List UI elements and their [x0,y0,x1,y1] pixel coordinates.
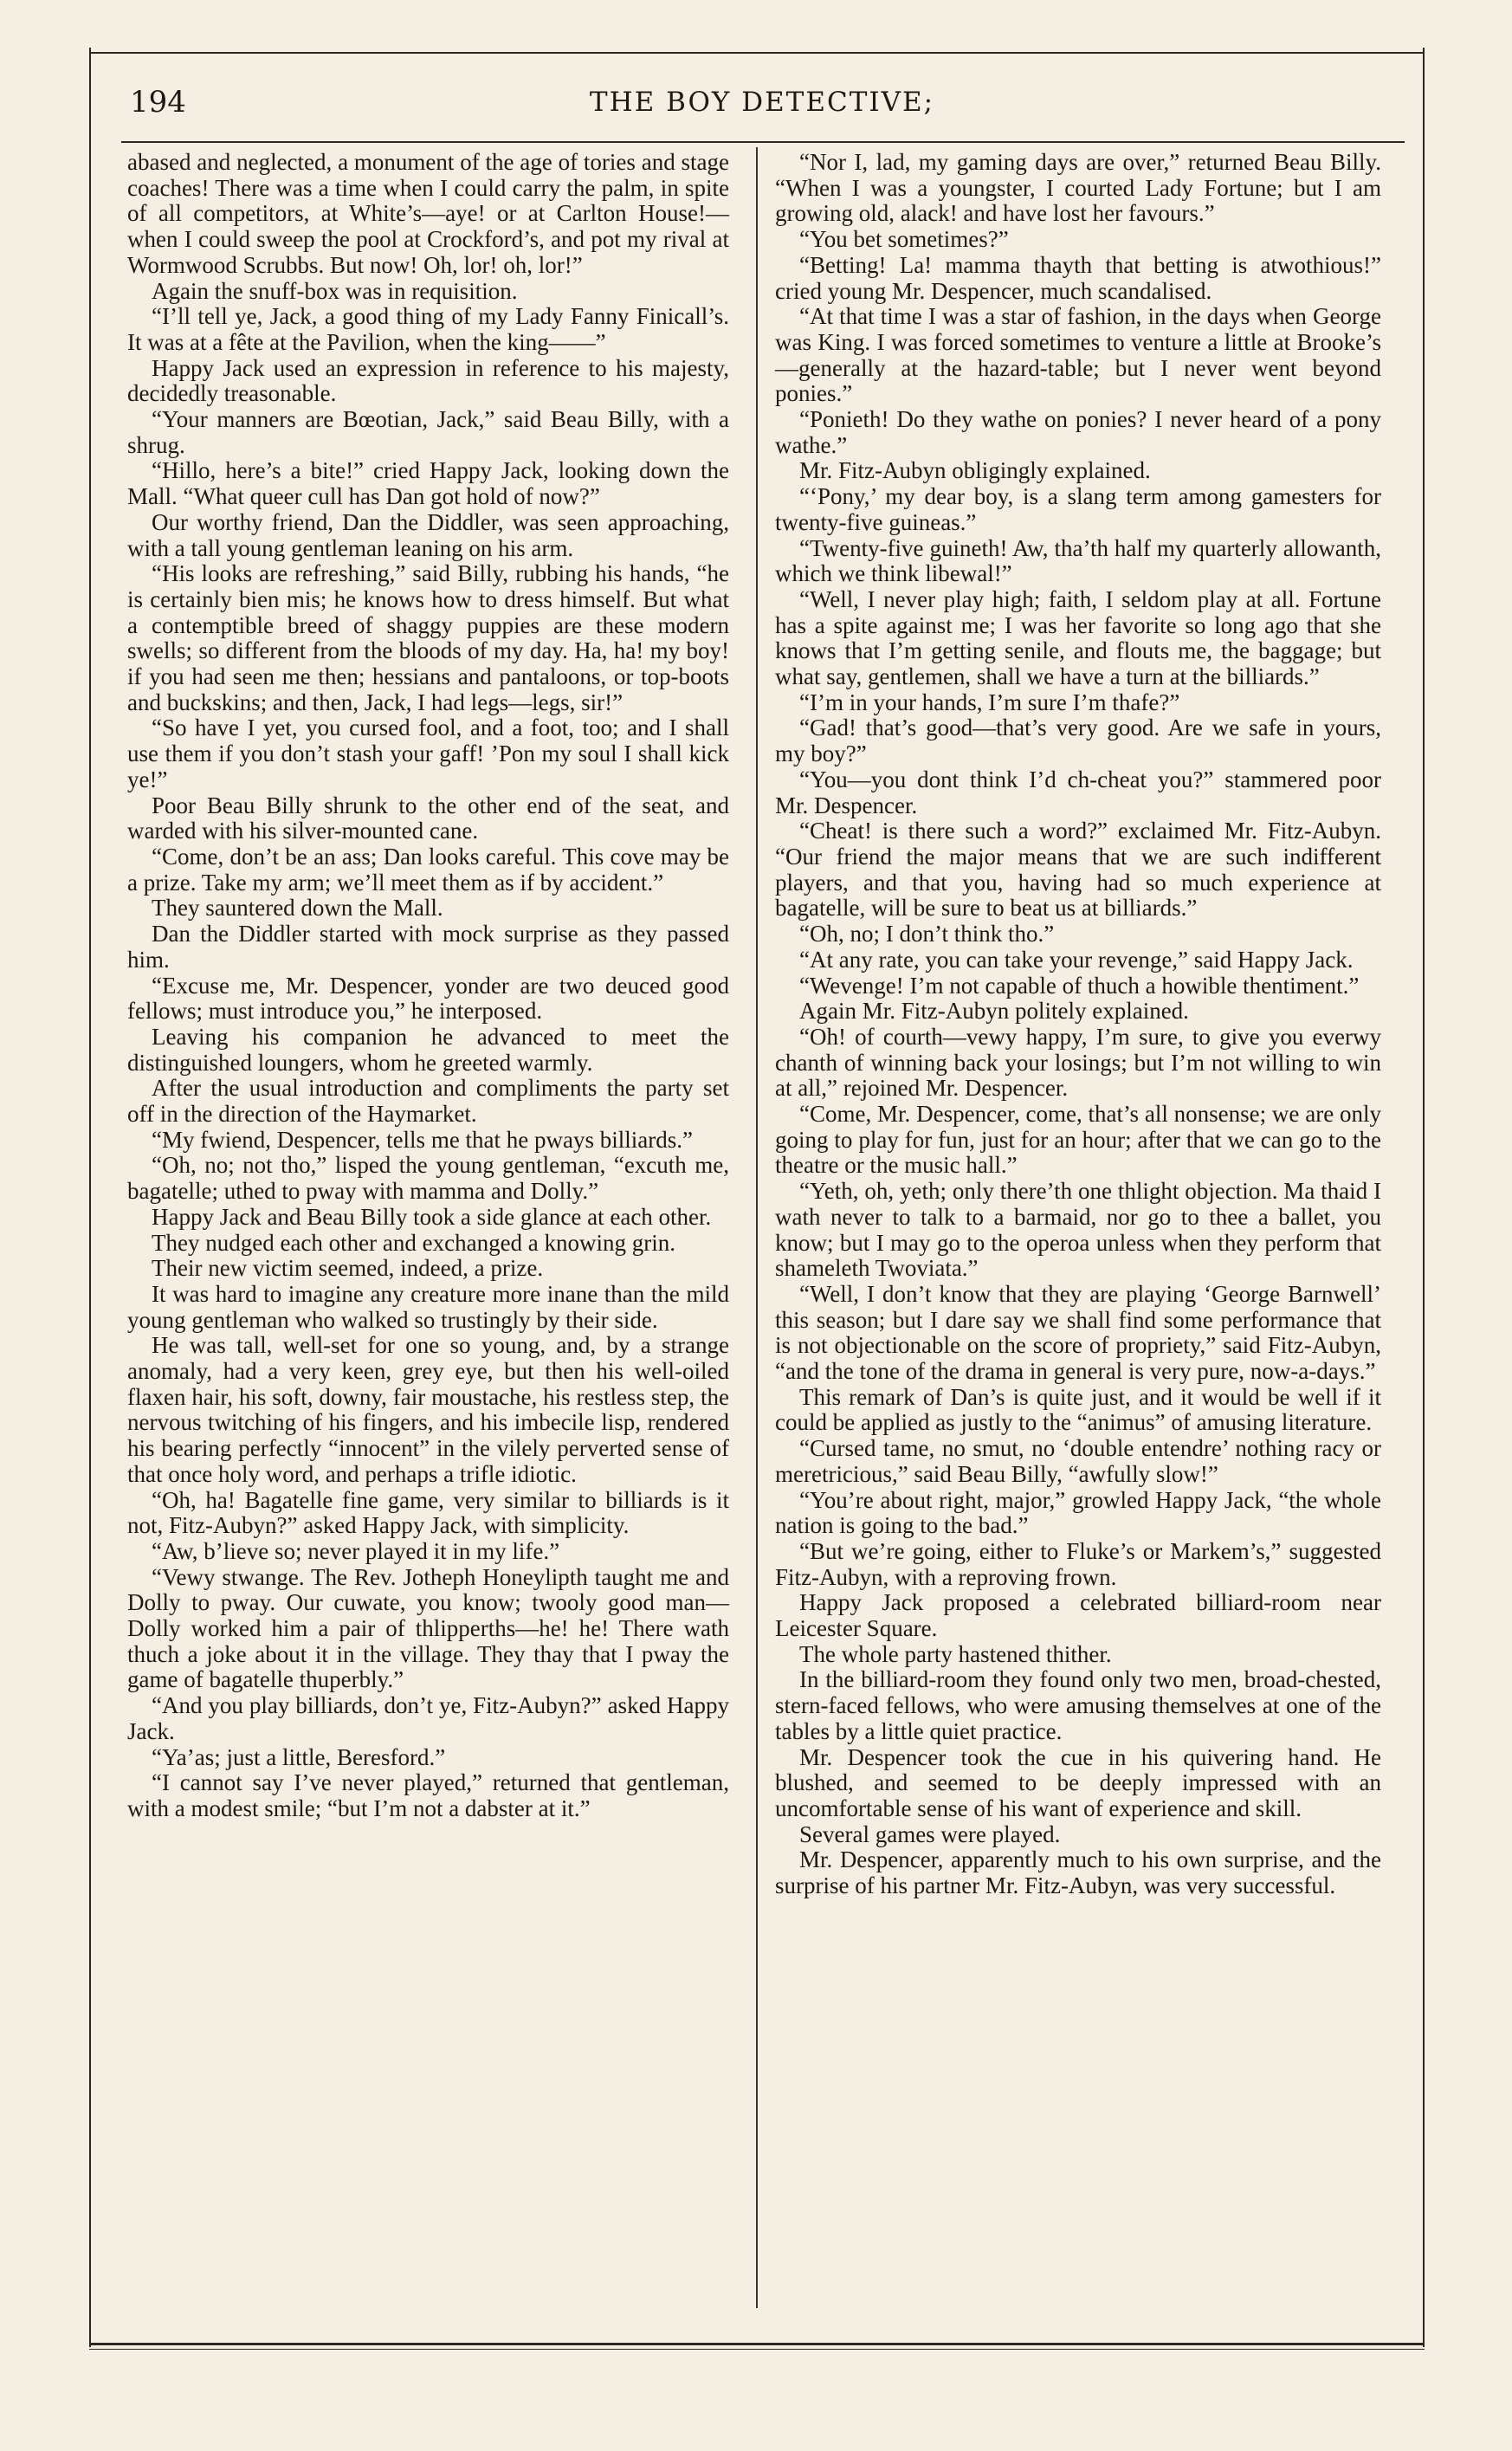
bottom-rule [89,2343,1425,2345]
paragraph: He was tall, well-set for one so young, and, by a strange anomaly, had a very keen, grey eye, but then his well-oiled flaxen hair, his soft, downy, fair moustache, his restless step, the nervous twitching of his fingers, and his imbecile lisp, rendered his bearing perfectly “innocent” in the vilely perverted sense of that once holy word, and perhaps a trifle idiotic. [127,1332,729,1487]
paragraph: In the billiard-room they found only two men, broad-chested, stern-faced fellows, who were amusing themselves at one of the tables by a little quiet practice. [775,1666,1381,1744]
paragraph: “Yeth, oh, yeth; only there’th one thlight objection. Ma thaid I wath never to talk to a barmaid, nor go to thee a ballet, you know; but I may go to the operoa unless when they perform that shameleth Twoviata.” [775,1178,1381,1282]
paragraph: Mr. Despencer, apparently much to his own surprise, and the surprise of his partner Mr. Fitz-Aubyn, was very successful. [775,1846,1381,1899]
bottom-rule-thin [89,2349,1425,2350]
paragraph: “Hillo, here’s a bite!” cried Happy Jack, looking down the Mall. “What queer cull has Dan got hold of now?” [127,457,729,510]
page-border-left [89,48,91,2347]
paragraph: This remark of Dan’s is quite just, and it would be well if it could be applied as justly to the “animus” of amusing literature. [775,1383,1381,1436]
paragraph: “I cannot say I’ve never played,” returned that gentleman, with a modest smile; “but I’m not a dabster at it.” [127,1769,729,1821]
paragraph: “My fwiend, Despencer, tells me that he pways billiards.” [152,1126,693,1153]
paragraph: “So have I yet, you cursed fool, and a foot, too; and I shall use them if you don’t stash your gaff! ’Pon my soul I shall kick ye!” [127,715,729,792]
paragraph: Mr. Despencer took the cue in his quivering hand. He blushed, and seemed to be deeply impressed with an uncomfortable sense of his want of experience and skill. [775,1743,1381,1821]
paragraph: “Your manners are Bœotian, Jack,” said Beau Billy, with a shrug. [127,406,729,458]
paragraph: Happy Jack used an expression in reference to his majesty, decidedly treasonable. [127,354,729,407]
paragraph: After the usual introduction and compliments the party set off in the direction of the Haymarket. [127,1075,729,1128]
paragraph: “And you play billiards, don’t ye, Fitz-Aubyn?” asked Happy Jack. [127,1692,729,1744]
page-border-right [1423,48,1425,2347]
paragraph: “At that time I was a star of fashion, in the days when George was King. I was forced sometimes to venture a little at Brooke’s—generally at the hazard-table; but I never went beyond ponies.” [775,303,1381,407]
paragraph: “Vewy stwange. The Rev. Jotheph Honeylipth taught me and Dolly to pway. Our cuwate, you know; twooly good man—Dolly worked him a pair of thlipperths—he! he! There wath thuch a joke about it in the village. They thay that I pway the game of bagatelle thuperbly.” [127,1563,729,1693]
paragraph: Dan the Diddler started with mock surprise as they passed him. [127,921,729,973]
running-title: THE BOY DETECTIVE; [589,87,935,118]
paragraph: “You’re about right, major,” growled Happy Jack, “the whole nation is going to the bad.” [775,1486,1381,1539]
paragraph: Our worthy friend, Dan the Diddler, was seen approaching, with a tall young gentleman leaning on his arm. [127,508,729,561]
paragraph: “Nor I, lad, my gaming days are over,” returned Beau Billy. “When I was a youngster, I courted Lady Fortune; but I am growing old, alack! and have lost her favours.” [775,149,1381,227]
paragraph: “I’m in your hands, I’m sure I’m thafe?” [799,689,1180,715]
column-divider [756,147,758,2308]
paragraph: “‘Pony,’ my dear boy, is a slang term among gamesters for twenty-five guineas.” [775,483,1381,535]
paragraph: “Gad! that’s good—that’s very good. Are we safe in yours, my boy?” [775,715,1381,767]
paragraph: “At any rate, you can take your revenge,” said Happy Jack. [799,946,1354,973]
paragraph: “You—you dont think I’d ch-cheat you?” stammered poor Mr. Despencer. [775,766,1381,818]
paragraph: “Excuse me, Mr. Despencer, yonder are two deuced good fellows; must introduce you,” he interposed. [127,972,729,1025]
paragraph: The whole party hastened thither. [799,1640,1112,1667]
paragraph: abased and neglected, a monument of the age of tories and stage coaches! There was a time when I could carry the palm, in spite of all competitors, at White’s—aye! or at Carlton House!—when I could sweep the pool at Crockford’s, and pot my rival at Wormwood Scrubbs. But now! Oh, lor! oh, lor!” [127,149,729,278]
right-column [775,150,1381,1899]
paragraph: “But we’re going, either to Fluke’s or Markem’s,” suggested Fitz-Aubyn, with a reproving frown. [775,1537,1381,1590]
paragraph: “You bet sometimes?” [799,226,1009,253]
paragraph: Again the snuff-box was in requisition. [152,277,518,304]
paragraph: “Betting! La! mamma thayth that betting is atwothious!” cried young Mr. Despencer, much scandalised. [775,251,1381,304]
paragraph: “Aw, b’lieve so; never played it in my life.” [152,1537,560,1564]
paragraph: Poor Beau Billy shrunk to the other end of the seat, and warded with his silver-mounted cane. [127,792,729,844]
page-number: 194 [130,85,186,120]
left-column [127,150,729,1822]
paragraph: “Come, Mr. Despencer, come, that’s all nonsense; we are only going to play for fun, just for an hour; after that we can go to the theatre or the music hall.” [775,1101,1381,1179]
paragraph: “Ponieth! Do they wathe on ponies? I never heard of a pony wathe.” [775,406,1381,458]
paragraph: “Oh, no; I don’t think tho.” [799,921,1055,947]
paragraph: “Ya’as; just a little, Beresford.” [152,1743,446,1770]
paragraph: Happy Jack and Beau Billy took a side glance at each other. [152,1203,712,1230]
paragraph: “His looks are refreshing,” said Billy, rubbing his hands, “he is certainly bien mis; he knows how to dress himself. But what a contemptible breed of shaggy puppies are these modern swells; so different from the bloods of my day. Ha, ha! my boy! if you had seen me then; hessians and pantaloons, or top-boots and buckskins; and then, Jack, I had legs—legs, sir!” [127,560,729,715]
paragraph: They sauntered down the Mall. [152,895,443,922]
paragraph: “Cheat! is there such a word?” exclaimed Mr. Fitz-Aubyn. “Our friend the major means that we are such indifferent players, and that you, having had so much experience at bagatelle, will be sure to beat us at billiards.” [775,818,1381,922]
header-rule [121,141,1405,143]
paragraph: “Well, I don’t know that they are playing ‘George Barnwell’ this season; but I dare say we shall find some performance that is not objectionable on the score of propriety,” said Fitz-Aubyn, “and the tone of the drama in general is very pure, now-a-days.” [775,1280,1381,1385]
paragraph: “Oh! of courth—vewy happy, I’m sure, to give you everwy chanth of winning back your losings; but I’m not willing to win at all,” rejoined Mr. Despencer. [775,1023,1381,1102]
paragraph: “Wevenge! I’m not capable of thuch a howible thentiment.” [799,972,1360,999]
paragraph: “Cursed tame, no smut, no ‘double entendre’ nothing racy or meretricious,” said Beau Billy, “awfully slow!” [775,1435,1381,1487]
paragraph: Again Mr. Fitz-Aubyn politely explained. [799,998,1189,1025]
paragraph: “Well, I never play high; faith, I seldom play at all. Fortune has a spite against me; I was her favorite so long ago that she knows that I’m getting senile, and flouts me, the baggage; but what say, gentlemen, shall we have a turn at the billiards.” [775,585,1381,690]
top-rule [89,52,1425,54]
paragraph: “Oh, no; not tho,” lisped the young gentleman, “excuth me, bagatelle; uthed to pway with mamma and Dolly.” [127,1152,729,1205]
page-header [117,85,1407,137]
paragraph: They nudged each other and exchanged a knowing grin. [152,1229,676,1256]
paragraph: “Come, don’t be an ass; Dan looks careful. This cove may be a prize. Take my arm; we’ll meet them as if by accident.” [127,843,729,896]
paragraph: Several games were played. [799,1820,1061,1847]
paragraph: Mr. Fitz-Aubyn obligingly explained. [799,457,1151,484]
paragraph: Leaving his companion he advanced to meet the distinguished loungers, whom he greeted warmly. [127,1023,729,1076]
paragraph: “Twenty-five guineth! Aw, tha’th half my quarterly allowanth, which we think libewal!” [775,534,1381,587]
paragraph: Happy Jack proposed a celebrated billiard-room near Leicester Square. [775,1589,1381,1642]
paragraph: “I’ll tell ye, Jack, a good thing of my Lady Fanny Finicall’s. It was at a fête at the Pavilion, when the king——” [127,303,729,355]
paragraph: “Oh, ha! Bagatelle fine game, very similar to billiards is it not, Fitz-Aubyn?” asked Happy Jack, with simplicity. [127,1486,729,1539]
paragraph: It was hard to imagine any creature more inane than the mild young gentleman who walked so trustingly by their side. [127,1280,729,1333]
paragraph: Their new victim seemed, indeed, a prize. [152,1255,544,1282]
